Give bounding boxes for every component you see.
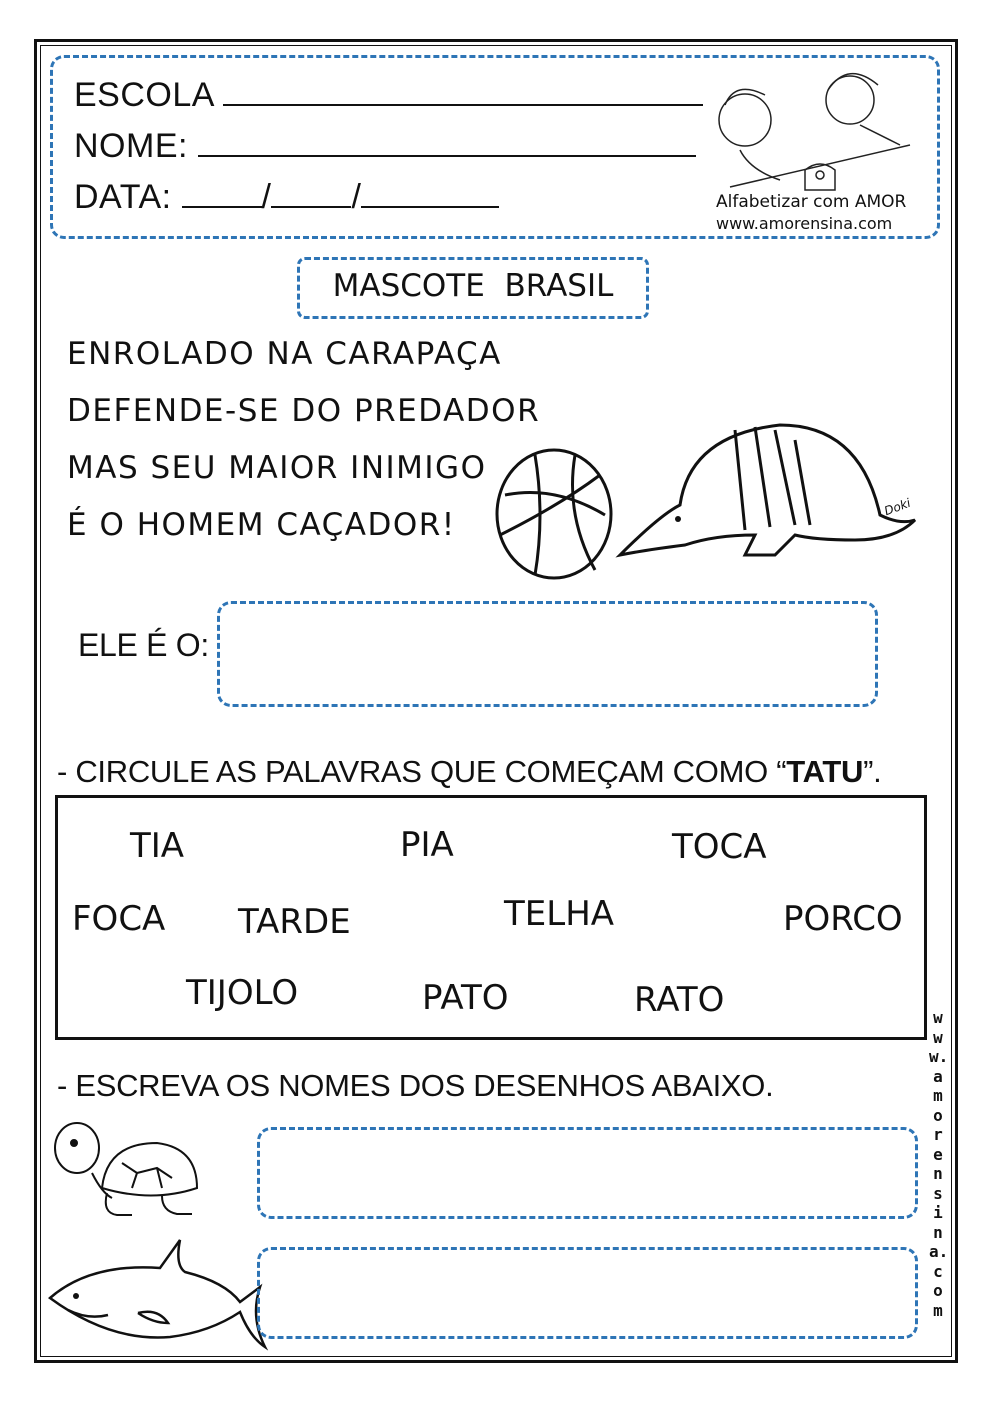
page-title: MASCOTE BRASIL [332,268,614,304]
word-item[interactable]: PIA [400,825,454,865]
word-item[interactable]: TELHA [504,894,615,934]
write-instruction: - ESCREVA OS NOMES DOS DESENHOS ABAIXO. [57,1068,774,1103]
school-label: ESCOLA [74,76,214,114]
word-item[interactable]: FOCA [72,899,166,939]
answer-input[interactable] [217,601,878,707]
kids-seesaw-illustration [700,65,920,195]
side-watermark: www.amorensina.com [929,1008,949,1320]
logo-url: www.amorensina.com [716,214,893,233]
turtle-name-input[interactable] [257,1127,918,1219]
poem-line: ENROLADO NA CARAPAÇA [67,336,502,372]
word-item[interactable]: TARDE [238,902,351,942]
circle-instruction: - CIRCULE AS PALAVRAS QUE COMEÇAM COMO “TATU”. [57,754,882,789]
date-field[interactable]: DATA: / / [74,178,499,217]
word-item[interactable]: TOCA [672,827,767,867]
word-item[interactable]: PATO [422,978,509,1018]
school-line [223,76,703,106]
turtle-illustration [52,1118,197,1223]
name-line [198,127,696,157]
word-item[interactable]: TIA [130,826,185,866]
name-field[interactable] [74,127,696,166]
word-item[interactable]: RATO [634,980,725,1020]
answer-label: ELE É O: [78,627,209,663]
poem-line: MAS SEU MAIOR INIMIGO [67,450,487,486]
name-label: NOME: [74,127,188,165]
poem-line: DEFENDE-SE DO PREDADOR [67,393,541,429]
date-label: DATA: [74,178,172,216]
shark-illustration [48,1238,258,1353]
poem-line: É O HOMEM CAÇADOR! [67,507,456,543]
school-field[interactable] [74,76,703,115]
illustration-signature: Doki [882,495,913,519]
armadillo-illustration [495,415,925,585]
word-item[interactable]: PORCO [783,899,903,939]
logo-title: Alfabetizar com AMOR [716,192,907,212]
word-item[interactable]: TIJOLO [186,973,299,1013]
shark-name-input[interactable] [257,1247,918,1339]
